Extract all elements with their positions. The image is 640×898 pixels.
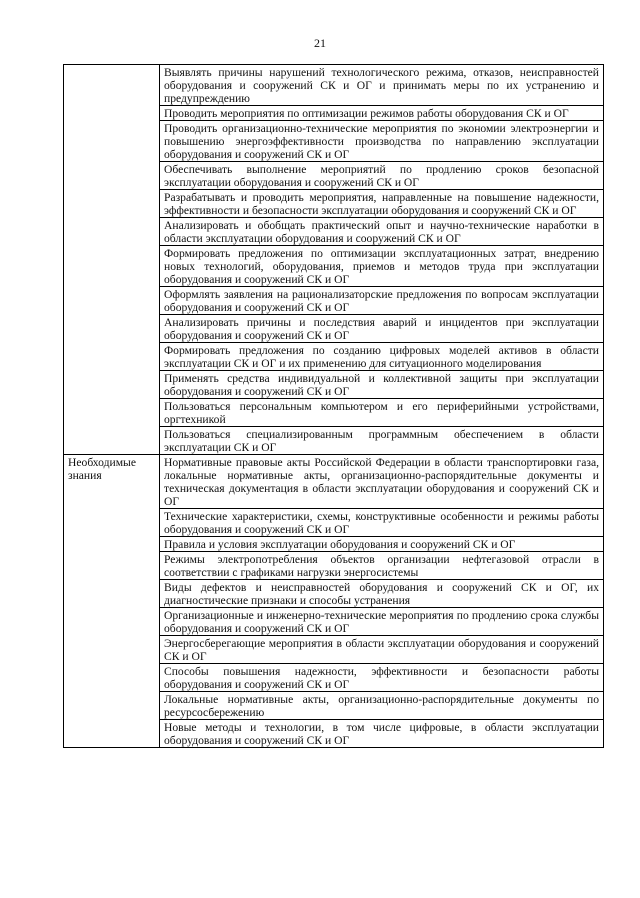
skill-item: Применять средства индивидуальной и коллективной защиты при эксплуатации оборудования и сооружений СК и ОГ (160, 371, 604, 399)
skill-item: Выявлять причины нарушений технологического режима, отказов, неисправностей оборудования и сооружений СК и ОГ и принимать меры по их устранению и предупреждению (160, 65, 604, 106)
skills-label-cell (64, 65, 160, 455)
skill-item: Формировать предложения по оптимизации эксплуатационных затрат, внедрению новых технологий, оборудования, приемов и методов труда при эксплуатации оборудования и сооружений СК и ОГ (160, 246, 604, 287)
knowledge-item: Правила и условия эксплуатации оборудования и сооружений СК и ОГ (160, 537, 604, 552)
knowledge-item: Локальные нормативные акты, организационно-распорядительные документы по ресурсосбережению (160, 692, 604, 720)
knowledge-item: Технические характеристики, схемы, конструктивные особенности и режимы работы оборудования и сооружений СК и ОГ (160, 509, 604, 537)
knowledge-item: Способы повышения надежности, эффективности и безопасности работы оборудования и сооружений СК и ОГ (160, 664, 604, 692)
skill-item: Разрабатывать и проводить мероприятия, направленные на повышение надежности, эффективности и безопасности эксплуатации оборудования и сооружений СК и ОГ (160, 190, 604, 218)
competency-table (63, 64, 604, 748)
knowledge-item: Режимы электропотребления объектов организации нефтегазовой отрасли в соответствии с графиками нагрузки энергосистемы (160, 552, 604, 580)
skill-item: Формировать предложения по созданию цифровых моделей активов в области эксплуатации СК и ОГ и их применению для ситуационного моделирования (160, 343, 604, 371)
knowledge-item: Виды дефектов и неисправностей оборудования и сооружений СК и ОГ, их диагностические признаки и способы устранения (160, 580, 604, 608)
skill-item: Пользоваться персональным компьютером и его периферийными устройствами, оргтехникой (160, 399, 604, 427)
skill-item: Обеспечивать выполнение мероприятий по продлению сроков безопасной эксплуатации оборудования и сооружений СК и ОГ (160, 162, 604, 190)
skill-item: Анализировать и обобщать практический опыт и научно-технические наработки в области эксплуатации оборудования и сооружений СК и ОГ (160, 218, 604, 246)
knowledge-item: Новые методы и технологии, в том числе цифровые, в области эксплуатации оборудования и сооружений СК и ОГ (160, 720, 604, 748)
knowledge-item: Нормативные правовые акты Российской Федерации в области транспортировки газа, локальные нормативные акты, организационно-распорядительные документы и техническая документация в области эксплуатации оборудования и сооружений СК и ОГ (160, 455, 604, 509)
table-row (64, 65, 604, 106)
knowledge-item: Организационные и инженерно-технические мероприятия по продлению срока службы оборудования и сооружений СК и ОГ (160, 608, 604, 636)
table-row (64, 455, 604, 509)
skill-item: Оформлять заявления на рационализаторские предложения по вопросам эксплуатации оборудования и сооружений СК и ОГ (160, 287, 604, 315)
page-number: 21 (314, 36, 326, 50)
knowledge-label: Необходимые знания (64, 455, 160, 748)
skill-item: Проводить организационно-технические мероприятия по экономии электроэнергии и повышению энергоэффективности производства по направлению эксплуатации оборудования и сооружений СК и ОГ (160, 121, 604, 162)
knowledge-item: Энергосберегающие мероприятия в области эксплуатации оборудования и сооружений СК и ОГ (160, 636, 604, 664)
skill-item: Анализировать причины и последствия аварий и инцидентов при эксплуатации оборудования и сооружений СК и ОГ (160, 315, 604, 343)
skill-item: Пользоваться специализированным программным обеспечением в области эксплуатации СК и ОГ (160, 427, 604, 455)
skill-item: Проводить мероприятия по оптимизации режимов работы оборудования СК и ОГ (160, 106, 604, 121)
